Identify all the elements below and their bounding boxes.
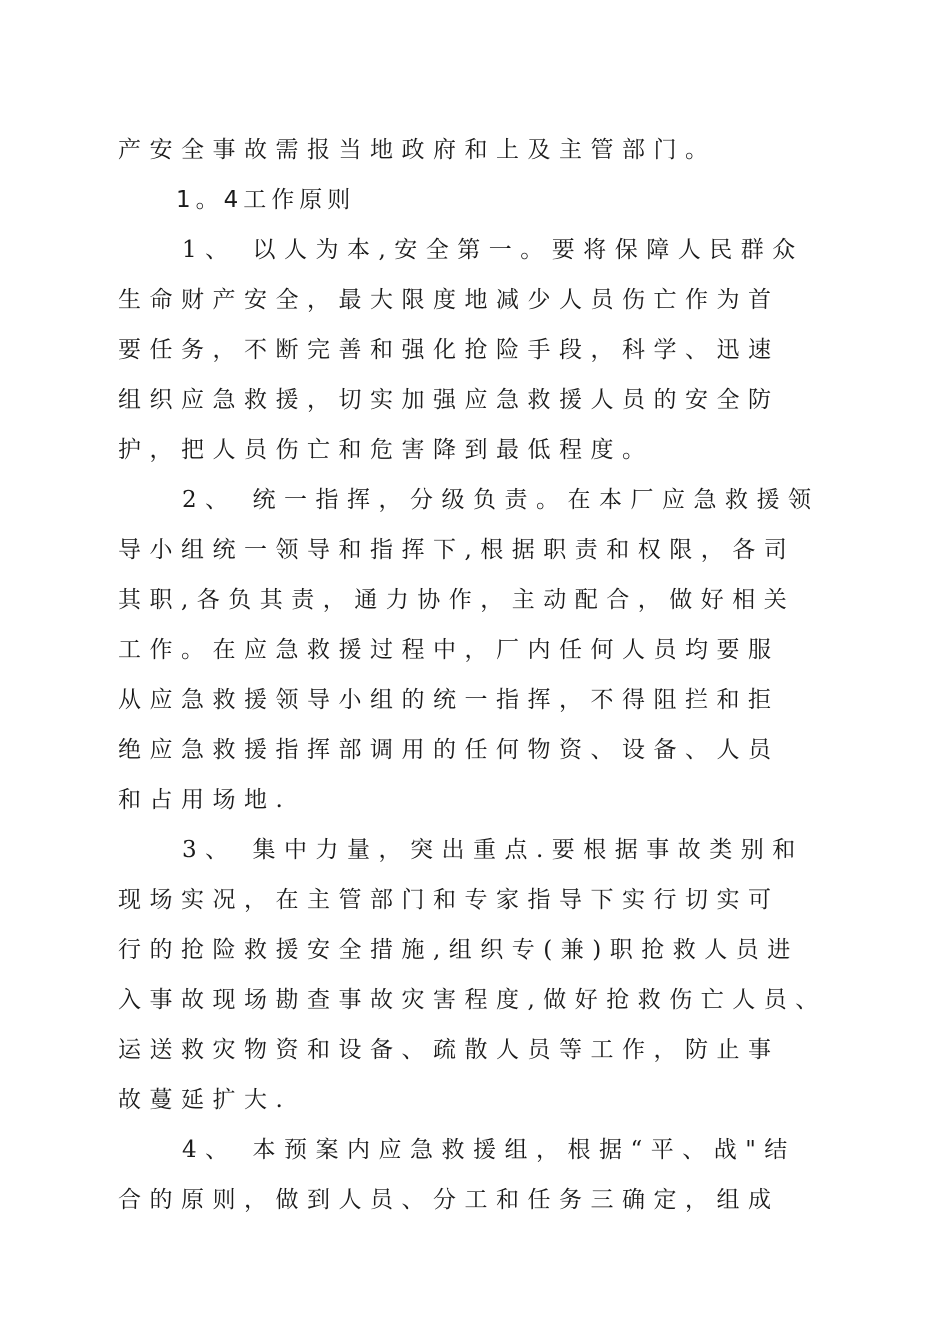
paragraph-line: 组织应急救援，切实加强应急救援人员的安全防 bbox=[118, 387, 780, 413]
paragraph-line: 3、 集中力量，突出重点.要根据事故类别和 bbox=[182, 837, 804, 863]
paragraph-line: 故蔓延扩大. bbox=[118, 1087, 292, 1113]
paragraph-line: 其职,各负其责，通力协作，主动配合，做好相关 bbox=[118, 587, 796, 613]
paragraph-line: 产安全事故需报当地政府和上及主管部门。 bbox=[118, 137, 717, 163]
paragraph-line: 和占用场地. bbox=[118, 787, 292, 813]
paragraph-line: 绝应急救援指挥部调用的任何物资、设备、人员 bbox=[118, 737, 780, 763]
paragraph-line: 工作。在应急救援过程中，厂内任何人员均要服 bbox=[118, 637, 780, 663]
paragraph-line: 护，把人员伤亡和危害降到最低程度。 bbox=[118, 437, 654, 463]
paragraph-line: 4、 本预案内应急救援组，根据“平、战"结 bbox=[182, 1137, 796, 1163]
paragraph-line: 运送救灾物资和设备、疏散人员等工作，防止事 bbox=[118, 1037, 780, 1063]
paragraph-line: 导小组统一领导和指挥下,根据职责和权限，各司 bbox=[118, 537, 796, 563]
paragraph-line: 入事故现场勘查事故灾害程度,做好抢救伤亡人员、 bbox=[118, 987, 827, 1013]
paragraph-line: 生命财产安全，最大限度地减少人员伤亡作为首 bbox=[118, 287, 780, 313]
paragraph-line: 合的原则，做到人员、分工和任务三确定，组成 bbox=[118, 1187, 780, 1213]
paragraph-line: 行的抢险救援安全措施,组织专(兼)职抢救人员进 bbox=[118, 937, 799, 963]
paragraph-line: 要任务，不断完善和强化抢险手段，科学、迅速 bbox=[118, 337, 780, 363]
paragraph-line: 1、 以人为本,安全第一。要将保障人民群众 bbox=[182, 237, 804, 263]
paragraph-line: 2、 统一指挥，分级负责。在本厂应急救援领 bbox=[182, 487, 820, 513]
paragraph-line: 从应急救援领导小组的统一指挥，不得阻拦和拒 bbox=[118, 687, 780, 713]
section-heading: 1。4工作原则 bbox=[176, 187, 356, 213]
paragraph-line: 现场实况，在主管部门和专家指导下实行切实可 bbox=[118, 887, 780, 913]
